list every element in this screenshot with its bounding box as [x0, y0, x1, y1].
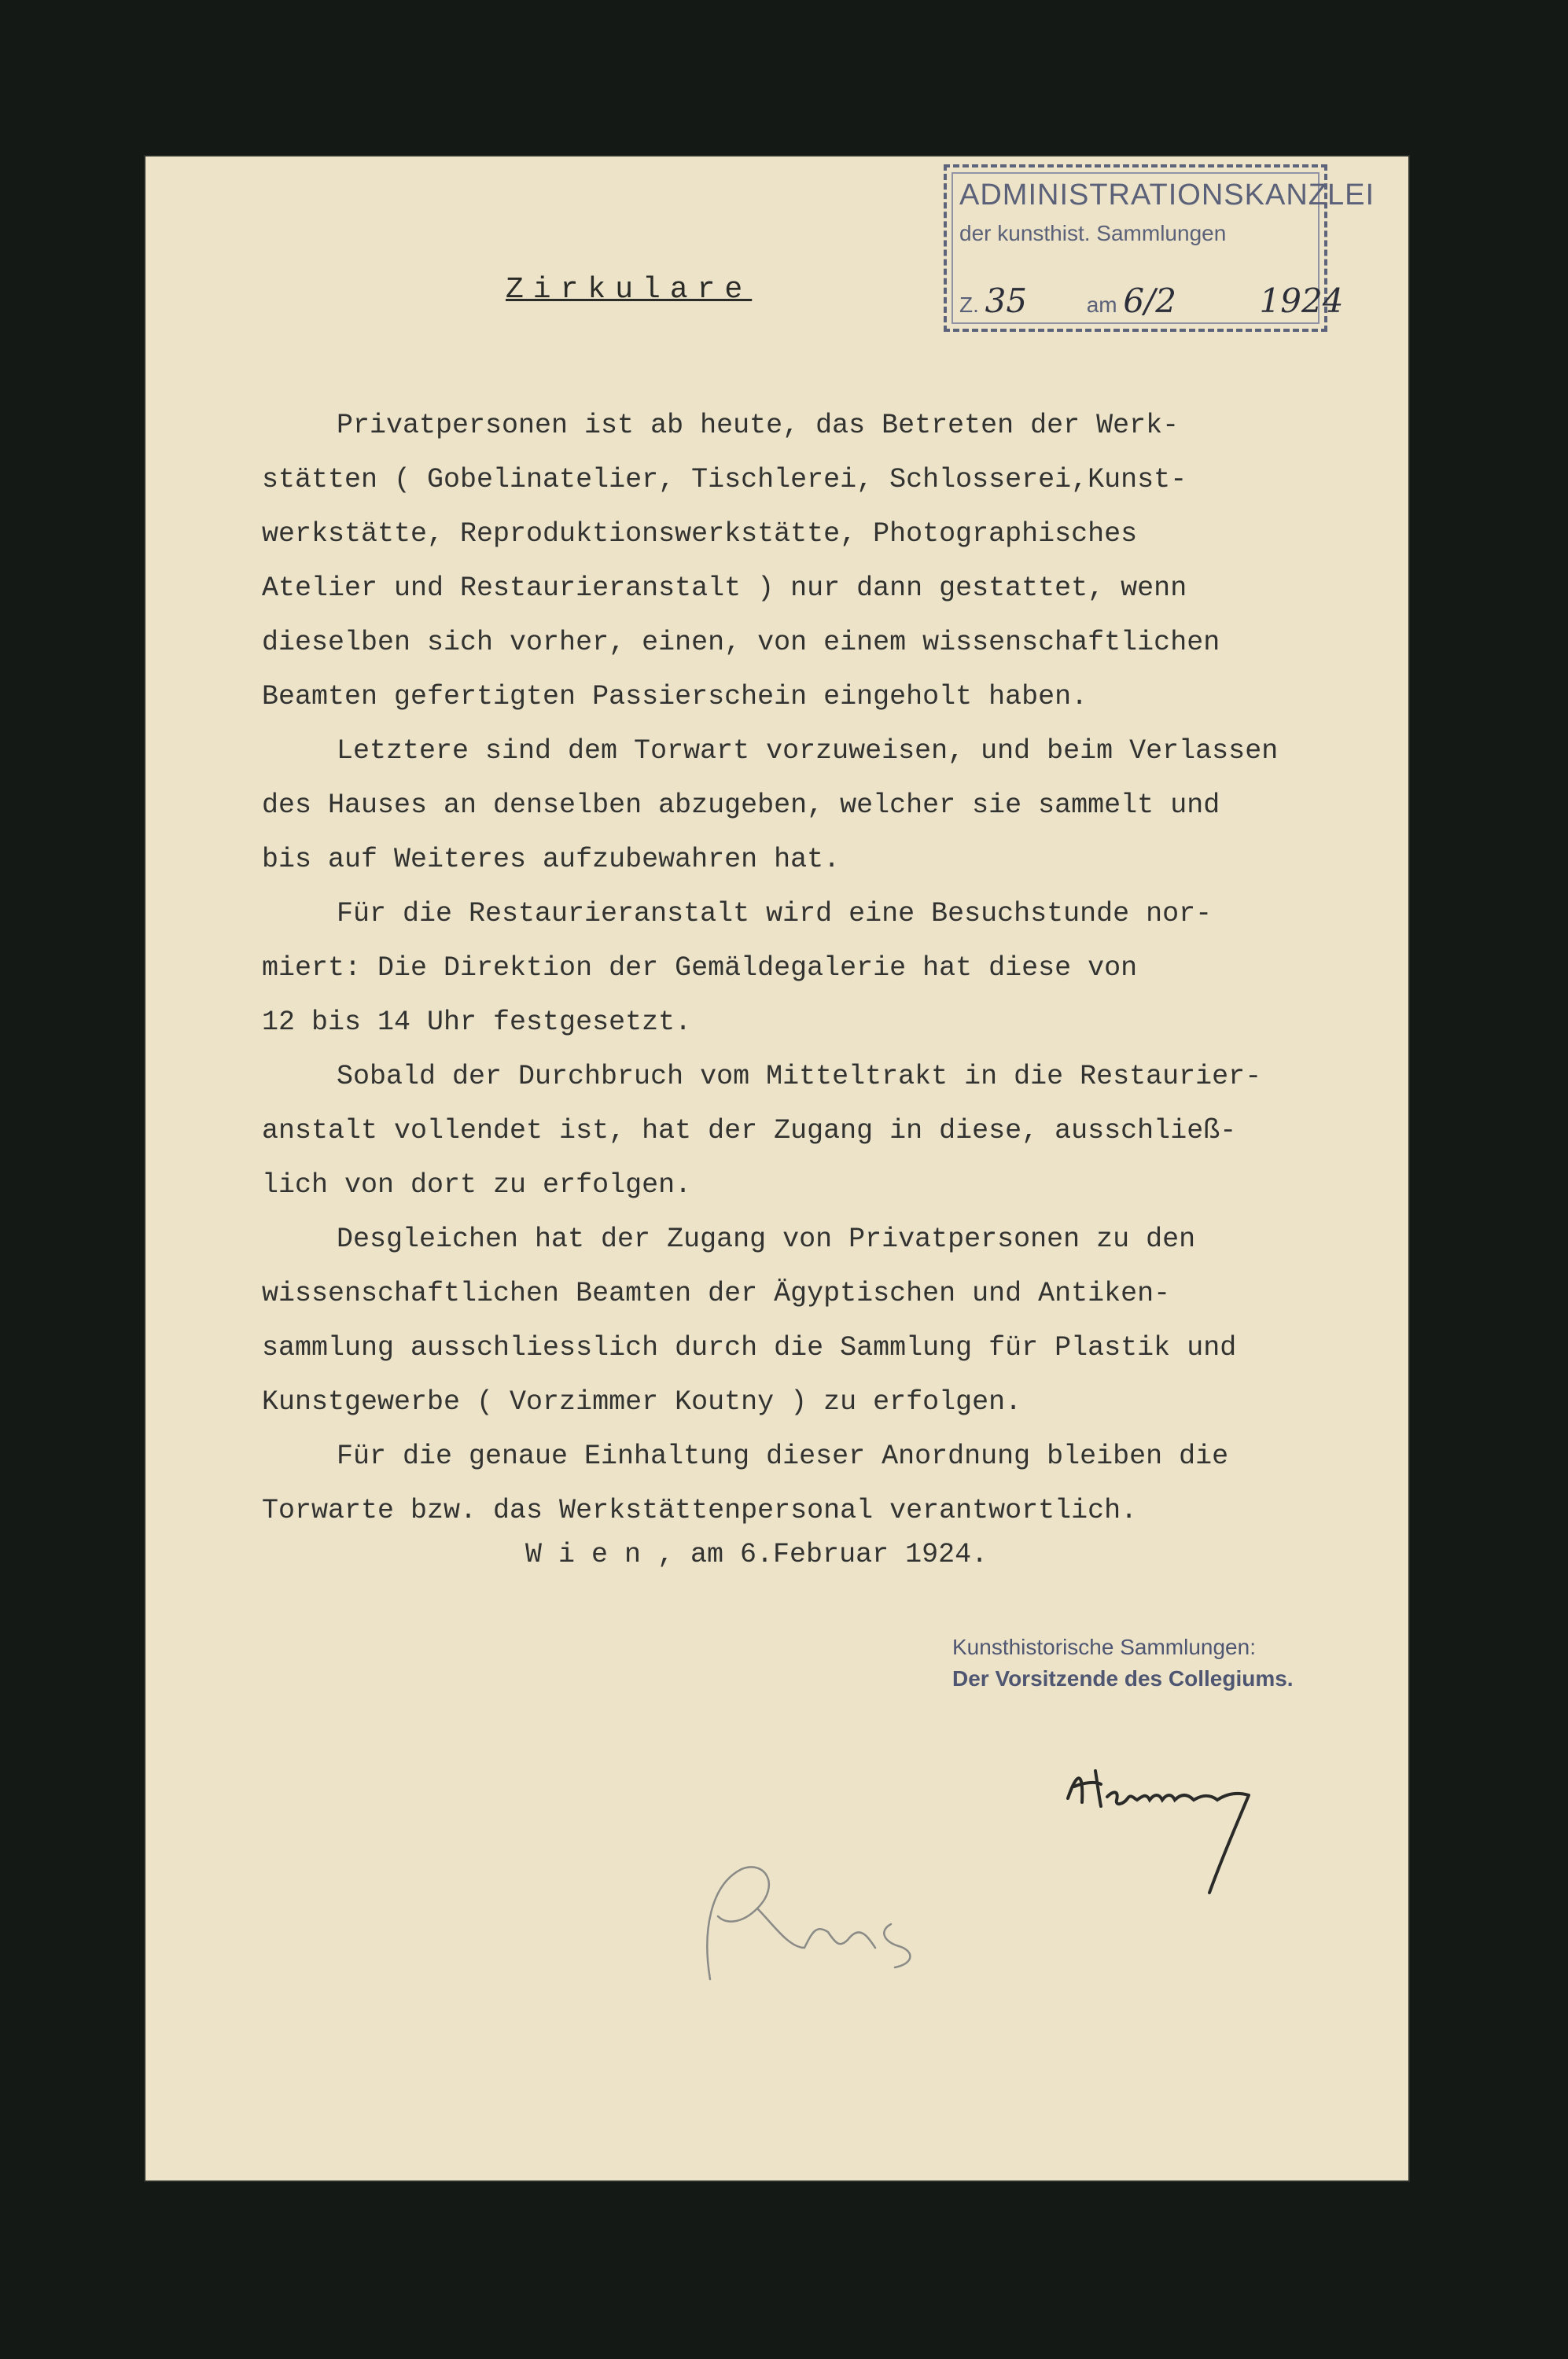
registry-stamp	[944, 164, 1375, 332]
document-body	[262, 399, 1378, 1538]
stamp-number-line	[959, 282, 1343, 320]
stamp-date: 6/2	[1123, 282, 1176, 320]
stamp-prefix: Z.	[959, 293, 979, 317]
document-page	[144, 155, 1410, 2182]
paragraph-6: Für die genaue Einhaltung dieser Anordnung bleiben die Torwarte bzw. das Werkstättenpersonal verantwortlich.	[262, 1441, 1229, 1526]
signature-stamp-line2: Der Vorsitzende des Collegiums.	[952, 1666, 1294, 1691]
stamp-year: 1924	[1259, 282, 1344, 320]
paragraph-1: Privatpersonen ist ab heute, das Betreten der Werk- stätten ( Gobelinatelier, Tischlerei, Schlosserei,Kunst- werkstätte, Reproduktionswerkstätte, Photographisches Atelier und Restaurieranstalt ) nur dann gestattet, wenn dieselben sich vorher, einen, von einem wissenschaftlichen Beamten gefertigten Passierschein eingeholt haben.	[262, 410, 1220, 712]
stamp-office-name: ADMINISTRATIONSKANZLEI	[959, 178, 1375, 212]
paragraph-4: Sobald der Durchbruch vom Mitteltrakt in die Restaurier- anstalt vollendet ist, hat der Zugang in diese, ausschließ- lich von dort zu erfolgen.	[262, 1061, 1262, 1201]
document-title: Zirkulare	[506, 273, 753, 307]
stamp-number: 35	[985, 282, 1028, 320]
pencil-initials	[679, 1838, 946, 2003]
paragraph-2: Letztere sind dem Torwart vorzuweisen, und beim Verlassen des Hauses an denselben abzugeben, welcher sie sammelt und bis auf Weiteres aufzubewahren hat.	[262, 735, 1279, 875]
stamp-am-label: am	[1086, 293, 1117, 317]
paragraph-3: Für die Restaurieranstalt wird eine Besuchstunde nor- miert: Die Direktion der Gemäldegalerie hat diese von 12 bis 14 Uhr festgesetzt.	[262, 898, 1213, 1038]
stamp-office-sub: der kunsthist. Sammlungen	[959, 221, 1227, 245]
handwritten-signature	[1052, 1728, 1288, 1901]
signature-stamp	[952, 1632, 1294, 1695]
paragraph-5: Desgleichen hat der Zugang von Privatpersonen zu den wissenschaftlichen Beamten der Ägyptischen und Antiken- sammlung ausschliesslich durch die Sammlung für Plastik und Kunstgewerbe ( Vorzimmer Koutny ) zu erfolgen.	[262, 1224, 1237, 1418]
signature-stamp-line1: Kunsthistorische Sammlungen:	[952, 1635, 1256, 1659]
place-date: W i e n , am 6.Februar 1924.	[525, 1539, 988, 1570]
